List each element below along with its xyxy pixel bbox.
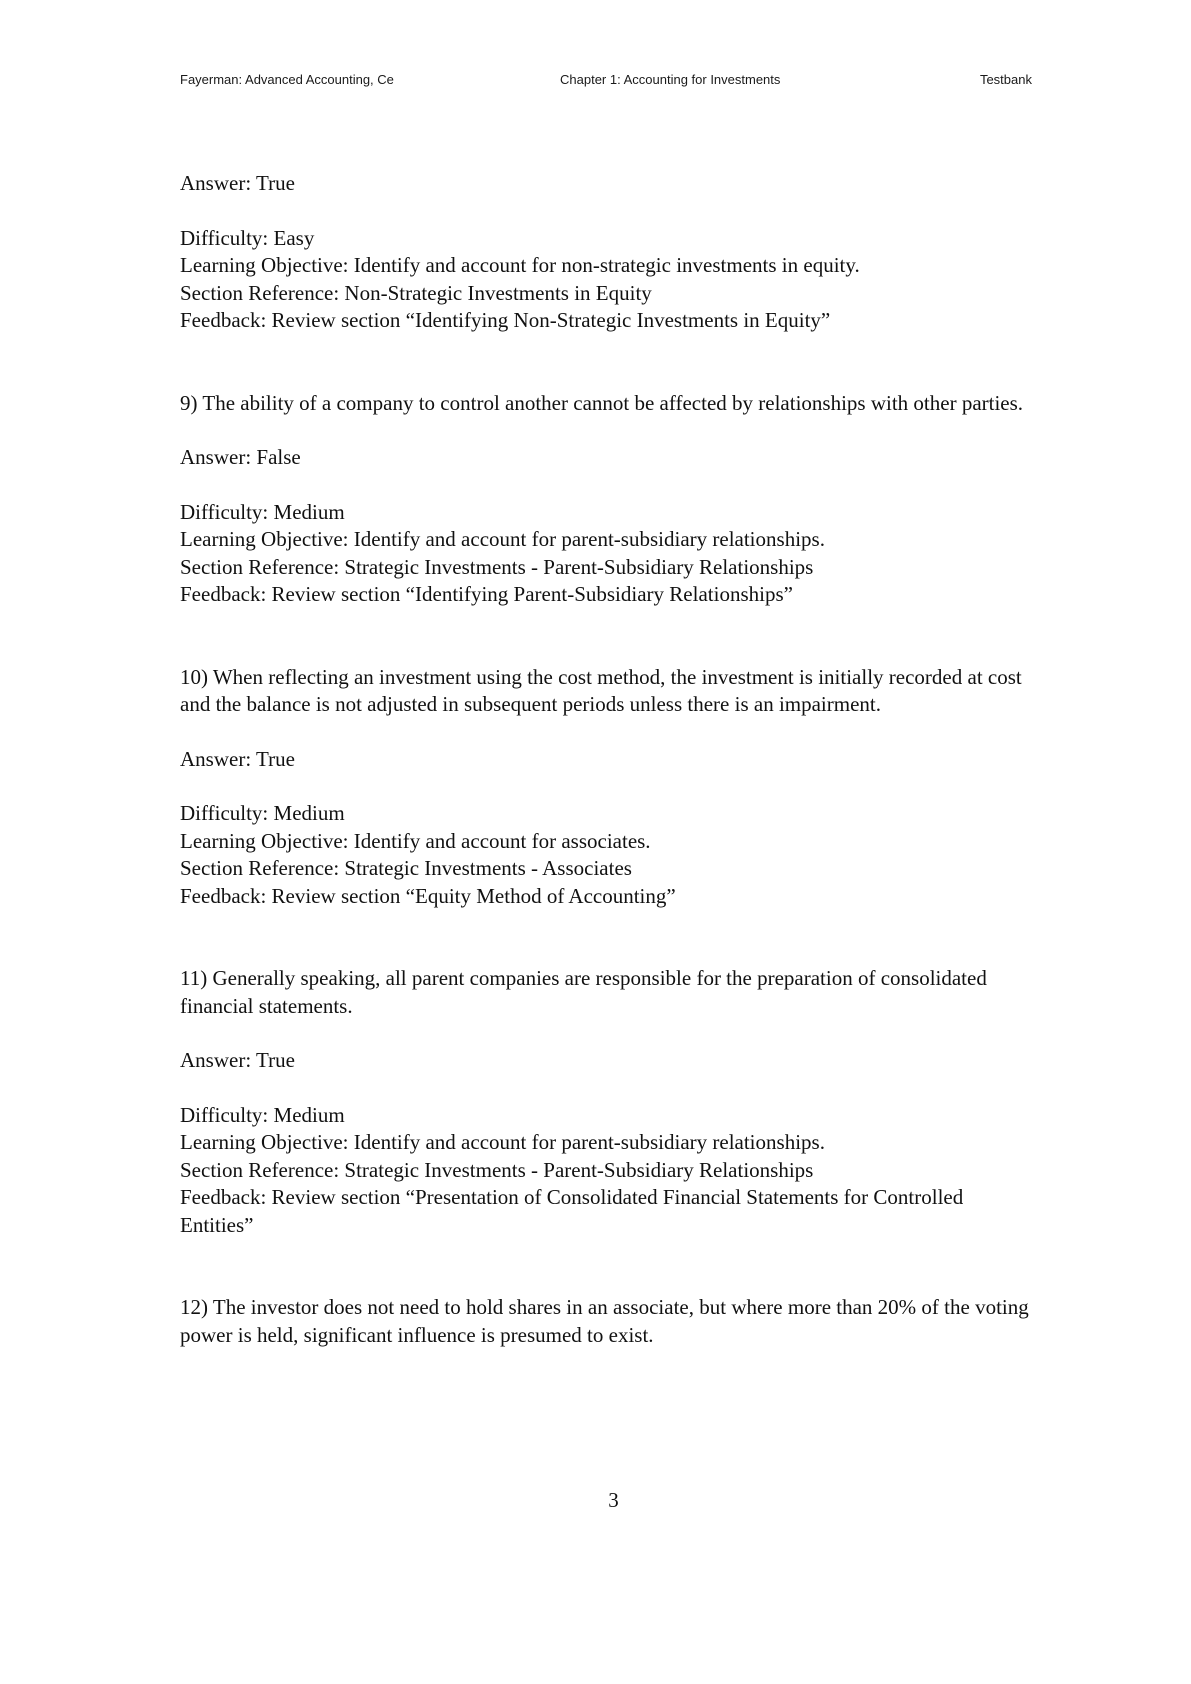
question-text: 12) The investor does not need to hold shares in an associate, but where more than 20% of the voting power is held, significant influence is presumed to exist. [180,1295,1029,1347]
section-reference: Section Reference: Strategic Investments - Associates [180,856,632,880]
question-block-10 [180,664,1032,911]
question-block-12 [180,1294,1032,1349]
page-content [180,170,1032,1349]
question-text: 9) The ability of a company to control another cannot be affected by relationships with other parties. [180,390,1024,415]
learning-objective: Learning Objective: Identify and account for non-strategic investments in equity. [180,253,860,277]
difficulty: Difficulty: Easy [180,225,315,250]
difficulty: Difficulty: Medium [180,499,345,524]
feedback: Feedback: Review section “Equity Method of Accounting” [180,883,676,908]
difficulty: Difficulty: Medium [180,801,345,825]
question-block-11 [180,965,1032,1239]
answer: Answer: True [180,1048,295,1072]
section-reference: Section Reference: Strategic Investments - Parent-Subsidiary Relationships [180,554,814,579]
feedback: Feedback: Review section “Identifying Non-Strategic Investments in Equity” [180,308,831,332]
page-number: 3 [608,1488,619,1512]
learning-objective: Learning Objective: Identify and account for parent-subsidiary relationships. [180,1130,825,1154]
carryover-block [180,170,1032,335]
difficulty: Difficulty: Medium [180,1102,345,1127]
header-book-title: Fayerman: Advanced Accounting, Ce [180,72,394,87]
question-block-9 [180,390,1032,609]
page-header [180,72,1032,92]
question-text: 10) When reflecting an investment using the cost method, the investment is initially recorded at cost and the balance is not adjusted in subsequent periods unless there is an impairment. [180,664,1022,716]
learning-objective: Learning Objective: Identify and account for parent-subsidiary relationships. [180,527,825,551]
answer: Answer: False [180,445,301,469]
section-reference: Section Reference: Strategic Investments - Parent-Subsidiary Relationships [180,1157,814,1182]
section-reference: Section Reference: Non-Strategic Investments in Equity [180,280,652,305]
learning-objective: Learning Objective: Identify and account for associates. [180,828,651,853]
feedback: Feedback: Review section “Presentation of Consolidated Financial Statements for Controlled Entities” [180,1185,964,1237]
answer: Answer: True [180,746,295,771]
header-chapter-title: Chapter 1: Accounting for Investments [560,72,781,87]
answer: Answer: True [180,171,295,195]
feedback: Feedback: Review section “Identifying Parent-Subsidiary Relationships” [180,582,793,606]
question-text: 11) Generally speaking, all parent companies are responsible for the preparation of consolidated financial statements. [180,966,987,1018]
header-label: Testbank [979,72,1032,87]
